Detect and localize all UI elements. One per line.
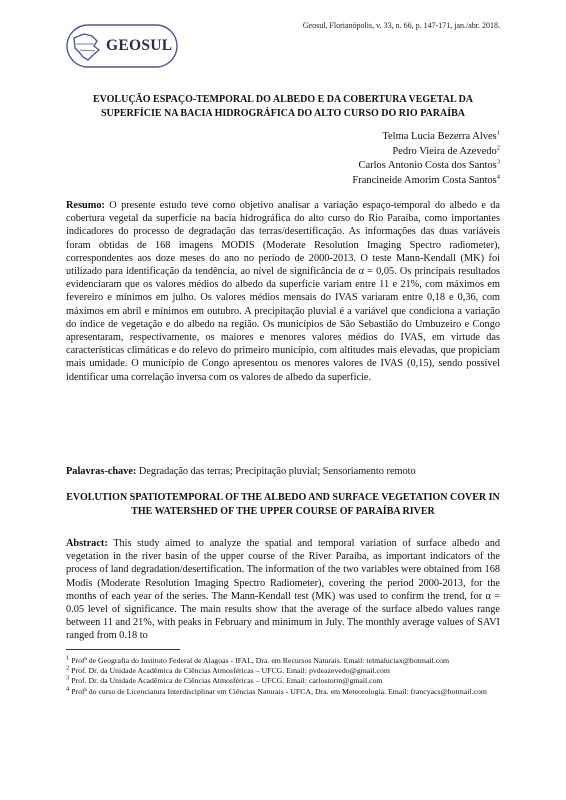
footnote: $^1$ Profª de Geografia do Instituto Federal de Alagoas - IFAL, Dra. em Recursos Naturais. Email: telmaluciax@hotmail.com bbox=[66, 654, 450, 665]
logo-text: GEOSUL bbox=[106, 37, 173, 54]
resumo-label: Resumo: bbox=[66, 200, 105, 211]
geosul-logo bbox=[66, 24, 178, 68]
keywords-label: Palavras-chave: bbox=[66, 466, 137, 477]
author: Carlos Antonio Costa dos Santos$^3$ bbox=[358, 158, 500, 171]
footnote: $^2$ Prof. Dr. da Unidade Acadêmica de Ciências Atmosféricas – UFCG. Email: pvdeazevedo@gmail.com bbox=[66, 664, 390, 676]
footnote: $^3$ Prof. Dr. da Unidade Acadêmica de Ciências Atmosféricas – UFCG. Email: carlostorm@gmail.com bbox=[66, 674, 383, 686]
abstract-text: This study aimed to analyze the spatial and temporal variation of surface albedo and vegetation in the river basin of the upper course of the River Paraíba, as important indicators of the process of land degradation/desertification. The information of the two variables were obtained from 168 Modis (Moderate Resolution Imaging Spectro Radiometer), covering the period 2000-2013, for the months of each year of the series. The Mann-Kendall test (MK) was used to confirm the trend, for α = 0.05 level of significance. The main results show that the average of the surface albedo values range between 11 and 21%, with peaks in February and minimum in July. The monthly average values of SAVI ranged from 0.18 to bbox=[66, 538, 500, 642]
title-portuguese: EVOLUÇÃO ESPAÇO-TEMPORAL DO ALBEDO E DA COBERTURA VEGETAL DA SUPERFÍCIE NA BACIA HIDROGRÁFICA DO ALTO CURSO DO RIO PARAÍBA bbox=[92, 94, 474, 119]
footnotes bbox=[66, 656, 500, 697]
title-english: EVOLUTION SPATIOTEMPORAL OF THE ALBEDO AND SURFACE VEGETATION COVER IN THE WATERSHED OF THE UPPER COURSE OF PARAÍBA RIVER bbox=[66, 492, 500, 517]
author-list bbox=[352, 130, 500, 188]
journal-citation: Geosul, Florianópolis, v. 33, n. 66, p. 147-171, jan./abr. 2018. bbox=[302, 21, 500, 30]
author: Telma Lucia Bezerra Alves$^1$ bbox=[382, 129, 500, 142]
author: Pedro Vieira de Azevedo$^2$ bbox=[392, 144, 500, 157]
footnote-divider bbox=[66, 649, 180, 650]
resumo-paragraph bbox=[66, 199, 500, 384]
author: Francineide Amorim Costa Santos$^4$ bbox=[352, 173, 500, 186]
footnote: $^4$ Profª do curso de Licenciatura Interdisciplinar em Ciências Naturais - UFCA, Dra. em Meteorologia. Email: francyacs@hotmail.com bbox=[66, 685, 487, 696]
keywords-text: Degradação das terras; Precipitação pluvial; Sensoriamento remoto bbox=[136, 466, 416, 477]
abstract-label: Abstract: bbox=[66, 538, 108, 549]
abstract-paragraph bbox=[66, 537, 500, 643]
resumo-text: O presente estudo teve como objetivo analisar a variação espaço-temporal do albedo e da cobertura vegetal da superfície na bacia hidrográfica do alto curso do Rio Paraíba, como importantes indicadores do processo de degradação das terras/desertificação. As informações das duas variáveis foram obtidas de 168 imagens MODIS (Moderate Resolution Imaging Spectro radiometer), correspondentes aos doze meses do ano no período de 2000-2013. O teste Mann-Kendall (MK) foi utilizado para identificação da tendência, ao nível de significância de α = 0,05. Os principais resultados evidenciaram que os valores médios do albedo da superfície variam entre 11 e 21%, com máximos em fevereiro e mínimos em julho. Os valores médios mensais do IVAS variaram entre 0,18 e 0,36, com máximos em abril e mínimos em outubro. A precipitação pluvial é a variável que condiciona a variação do índice de vegetação e do albedo na região. Os municípios de São Sebastião do Umbuzeiro e Congo apresentaram, respectivamente, os maiores e menores valores médios do IVAS, em virtude das características climáticas e do relevo do primeiro município, com altitudes mais elevadas, que propiciam mais umidade. O município de Congo apresentou os menores valores de IVAS (0,15), sendo possível identificar uma correlação inversa com os valores de albedo da superfície. bbox=[66, 200, 500, 383]
keywords-paragraph bbox=[66, 465, 500, 478]
